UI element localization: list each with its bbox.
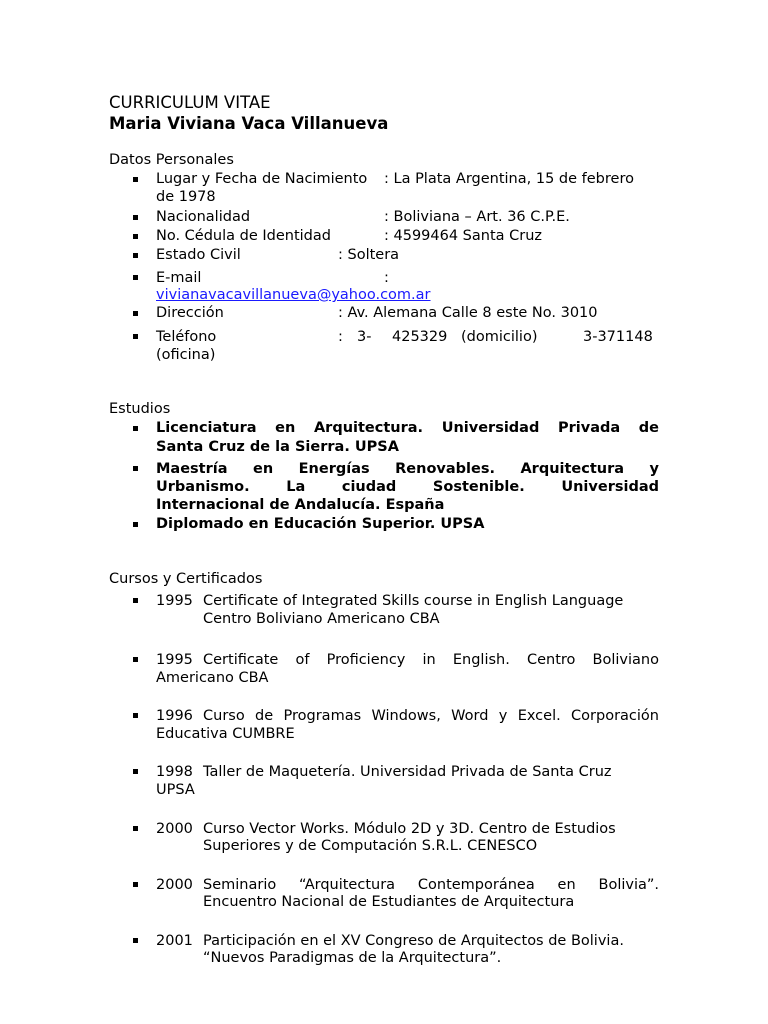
email-label: E-mail: [156, 270, 202, 286]
section-heading-personal: Datos Personales: [109, 152, 234, 168]
email-link[interactable]: vivianavacavillanueva@yahoo.com.ar: [156, 287, 431, 303]
bullet: [133, 215, 138, 220]
course-year: 1996: [156, 708, 193, 724]
course-year: 2001: [156, 933, 193, 949]
course-line: Certificate of Integrated Skills course in English Language: [203, 593, 624, 609]
bullet: [133, 426, 138, 431]
course-line: UPSA: [156, 782, 195, 798]
nationality-label: Nacionalidad: [156, 209, 251, 225]
course-line: Centro Boliviano Americano CBA: [203, 611, 440, 627]
course-year: 1995: [156, 652, 193, 668]
id-label: No. Cédula de Identidad: [156, 228, 331, 244]
bullet: [133, 522, 138, 527]
phone-label: Teléfono: [156, 329, 217, 345]
phone-part: (domicilio): [461, 329, 538, 345]
course-line: Encuentro Nacional de Estudiantes de Arquitectura: [203, 894, 575, 910]
section-heading-courses: Cursos y Certificados: [109, 571, 263, 587]
birth-label: Lugar y Fecha de Nacimiento: [156, 171, 368, 187]
bullet: [133, 234, 138, 239]
id-value: : 4599464 Santa Cruz: [384, 228, 543, 244]
phone-part: 425329: [392, 329, 448, 345]
cv-title: CURRICULUM VITAE: [109, 93, 271, 112]
course-line: Certificate of Proficiency in English. Centro Boliviano: [203, 652, 659, 668]
bullet: [133, 466, 138, 471]
study-line: Diplomado en Educación Superior. UPSA: [156, 516, 485, 532]
email-colon: :: [384, 270, 389, 286]
civil-label: Estado Civil: [156, 247, 241, 263]
course-line: Curso Vector Works. Módulo 2D y 3D. Centro de Estudios: [203, 821, 616, 837]
birth-value: : La Plata Argentina, 15 de febrero: [384, 171, 634, 187]
phone-cont: (oficina): [156, 347, 216, 363]
bullet: [133, 598, 138, 603]
course-line: Educativa CUMBRE: [156, 726, 295, 742]
bullet: [133, 177, 138, 182]
study-line: Internacional de Andalucía. España: [156, 497, 445, 513]
study-line: Licenciatura en Arquitectura. Universidad Privada de: [156, 420, 659, 436]
course-line: Curso de Programas Windows, Word y Excel. Corporación: [203, 708, 659, 724]
bullet: [133, 657, 138, 662]
course-line: Americano CBA: [156, 670, 269, 686]
course-line: “Nuevos Paradigmas de la Arquitectura”.: [203, 950, 502, 966]
person-name: Maria Viviana Vaca Villanueva: [109, 114, 389, 133]
bullet: [133, 826, 138, 831]
bullet: [133, 882, 138, 887]
course-line: Taller de Maquetería. Universidad Privada de Santa Cruz: [203, 764, 612, 780]
bullet: [133, 938, 138, 943]
nationality-value: : Boliviana – Art. 36 C.P.E.: [384, 209, 570, 225]
course-line: Superiores y de Computación S.R.L. CENESCO: [203, 838, 538, 854]
bullet: [133, 334, 138, 339]
section-heading-studies: Estudios: [109, 401, 171, 417]
course-year: 1998: [156, 764, 193, 780]
study-line: Maestría en Energías Renovables. Arquitectura y: [156, 461, 659, 477]
phone-part: 3-: [357, 329, 372, 345]
civil-value: : Soltera: [338, 247, 400, 263]
bullet: [133, 713, 138, 718]
phone-part: 3-371148: [583, 329, 653, 345]
study-line: Santa Cruz de la Sierra. UPSA: [156, 439, 399, 455]
study-line: Urbanismo. La ciudad Sostenible. Universidad: [156, 479, 659, 495]
course-line: Seminario “Arquitectura Contemporánea en Bolivia”.: [203, 877, 659, 893]
bullet: [133, 275, 138, 280]
course-year: 1995: [156, 593, 193, 609]
bullet: [133, 253, 138, 258]
course-year: 2000: [156, 821, 193, 837]
bullet: [133, 769, 138, 774]
course-line: Participación en el XV Congreso de Arquitectos de Bolivia.: [203, 933, 624, 949]
course-year: 2000: [156, 877, 193, 893]
phone-colon: :: [338, 329, 343, 345]
address-label: Dirección: [156, 305, 224, 321]
bullet: [133, 311, 138, 316]
address-value: : Av. Alemana Calle 8 este No. 3010: [338, 305, 598, 321]
birth-value-cont: de 1978: [156, 189, 216, 205]
